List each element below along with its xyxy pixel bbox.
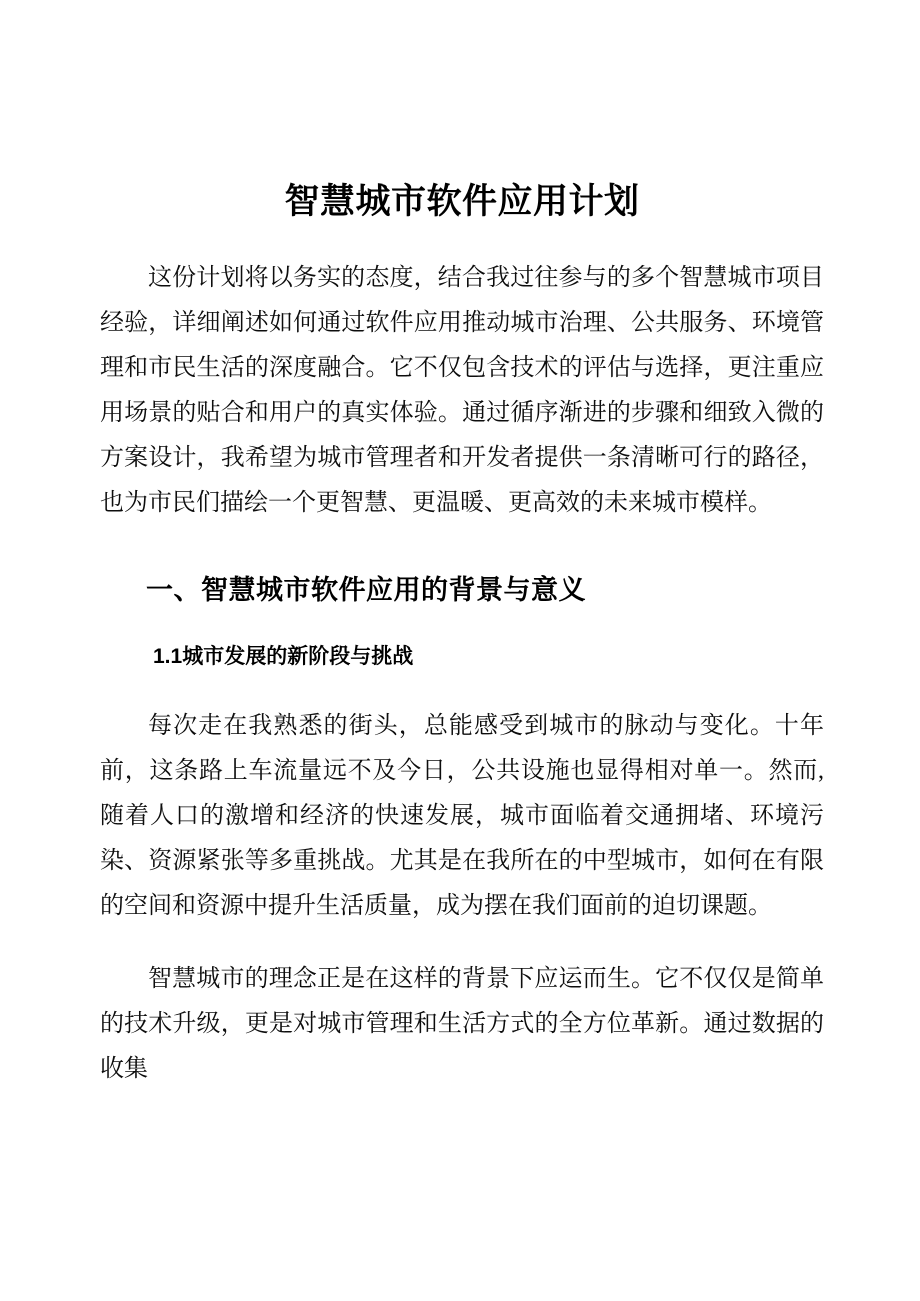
body-paragraph-1: 每次走在我熟悉的街头，总能感受到城市的脉动与变化。十年前，这条路上车流量远不及今日，公共设施也显得相对单一。然而,随着人口的激增和经济的快速发展，城市面临着交通拥堵、环境污染、资源紧张等多重挑战。尤其是在我所在的中型城市，如何在有限的空间和资源中提升生活质量，成为摆在我们面前的迫切课题。 (100, 713, 824, 919)
intro-paragraph: 这份计划将以务实的态度，结合我过往参与的多个智慧城市项目经验，详细阐述如何通过软件应用推动城市治理、公共服务、环境管理和市民生活的深度融合。它不仅包含技术的评估与选择，更注重应用场景的贴合和用户的真实体验。通过循序渐进的步骤和细致入微的方案设计，我希望为城市管理者和开发者提供一条清晰可行的路径，也为市民们描绘一个更智慧、更温暖、更高效的未来城市模样。 (100, 265, 824, 516)
body-paragraph-2: 智慧城市的理念正是在这样的背景下应运而生。它不仅仅是简单的技术升级，更是对城市管理和生活方式的全方位革新。通过数据的收集 (100, 966, 824, 1082)
subsection-heading-1-1: 1.1城市发展的新阶段与挑战 (153, 645, 414, 668)
section-heading-1: 一、智慧城市软件应用的背景与意义 (146, 575, 586, 605)
page-title: 智慧城市软件应用计划 (284, 182, 640, 221)
document-content (100, 0, 824, 1092)
